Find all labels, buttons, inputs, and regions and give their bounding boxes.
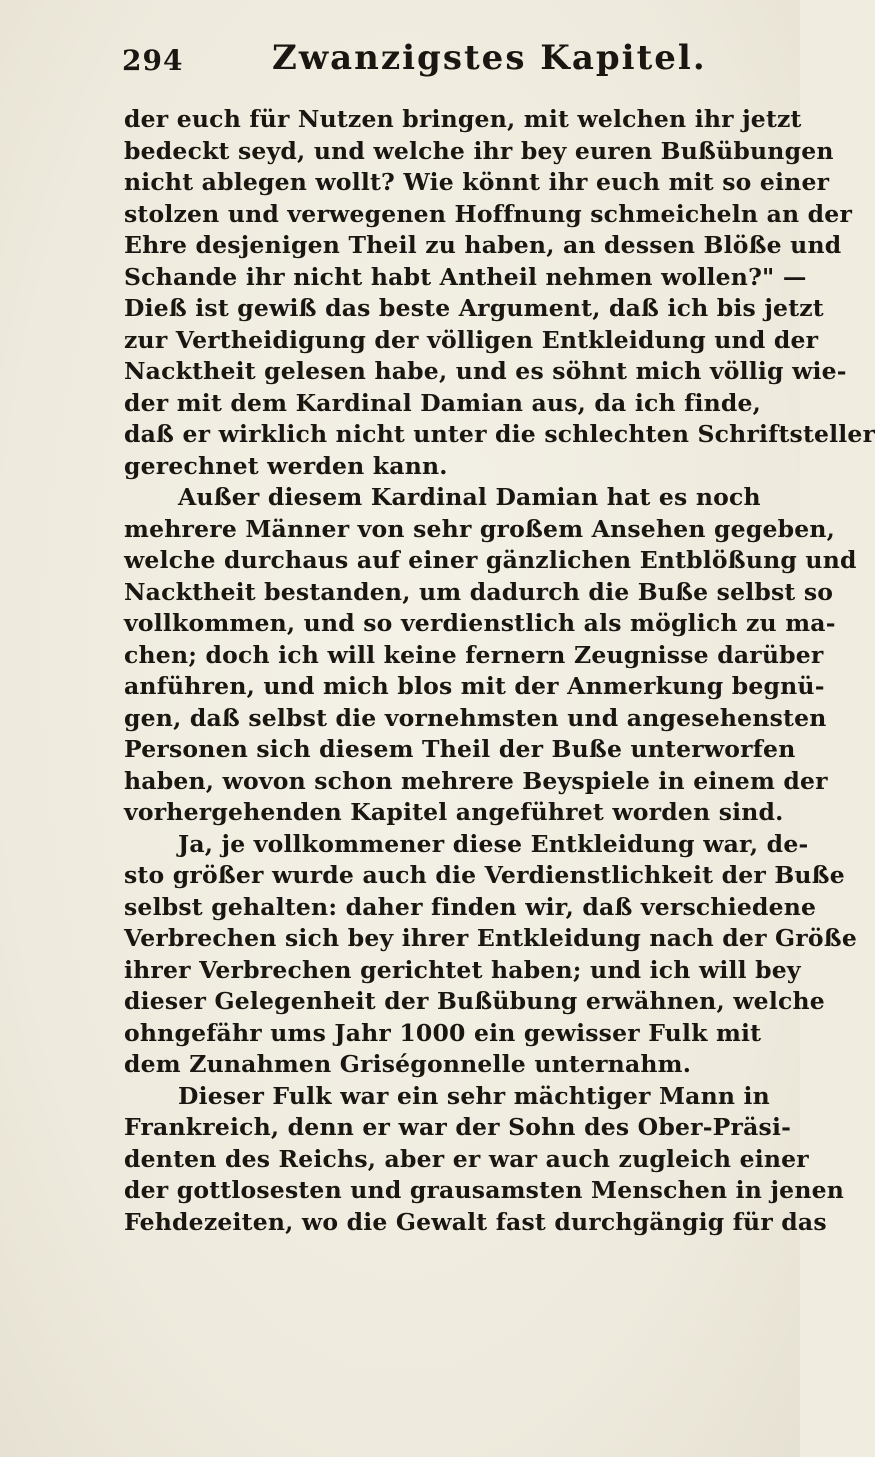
text-line: gerechnet werden kann. bbox=[124, 451, 448, 480]
text-line: anführen, und mich blos mit der Anmerkung begnü- bbox=[124, 672, 825, 700]
text-line: der euch für Nutzen bringen, mit welchen ihr jetzt bbox=[124, 105, 802, 133]
running-title: Zwanzigstes Kapitel. bbox=[272, 38, 707, 78]
text-line: Außer diesem Kardinal Damian hat es noch bbox=[178, 483, 761, 511]
text-line: mehrere Männer von sehr großem Ansehen gegeben, bbox=[124, 514, 836, 543]
text-line: dem Zunahmen Griségonnelle unternahm. bbox=[124, 1050, 692, 1078]
text-line: gen, daß selbst die vornehmsten und angesehensten bbox=[124, 703, 827, 732]
text-line: zur Vertheidigung der völligen Entkleidung und der bbox=[124, 325, 819, 354]
page-number: 294 bbox=[122, 44, 184, 77]
text-line: Nacktheit bestanden, um dadurch die Buße selbst so bbox=[124, 577, 834, 606]
text-line: chen; doch ich will keine fernern Zeugnisse darüber bbox=[124, 640, 824, 669]
text-line: welche durchaus auf einer gänzlichen Entblößung und bbox=[124, 546, 857, 574]
text-line: ihrer Verbrechen gerichtet haben; und ich will bey bbox=[124, 955, 801, 984]
text-line: der mit dem Kardinal Damian aus, da ich finde, bbox=[124, 388, 762, 417]
text-line: daß er wirklich nicht unter die schlechten Schriftsteller bbox=[124, 420, 875, 448]
text-line: Schande ihr nicht habt Antheil nehmen wollen?" — bbox=[124, 262, 807, 291]
text-line: Ja, je vollkommener diese Entkleidung war, de- bbox=[178, 829, 809, 858]
text-line: vorhergehenden Kapitel angeführet worden sind. bbox=[124, 798, 784, 826]
text-line: vollkommen, und so verdienstlich als möglich zu ma- bbox=[124, 609, 836, 637]
text-line: stolzen und verwegenen Hoffnung schmeicheln an der bbox=[124, 199, 853, 228]
text-line: Nacktheit gelesen habe, und es söhnt mich völlig wie- bbox=[124, 357, 847, 385]
page-header bbox=[122, 36, 707, 84]
text-line: denten des Reichs, aber er war auch zugleich einer bbox=[124, 1144, 809, 1173]
text-line: selbst gehalten: daher finden wir, daß verschiedene bbox=[124, 892, 817, 921]
text-line: Dieß ist gewiß das beste Argument, daß ich bis jetzt bbox=[124, 294, 824, 322]
text-line: haben, wovon schon mehrere Beyspiele in einem der bbox=[124, 766, 828, 795]
text-line: bedeckt seyd, und welche ihr bey euren Bußübungen bbox=[124, 136, 834, 165]
text-line: Dieser Fulk war ein sehr mächtiger Mann in bbox=[178, 1081, 770, 1110]
text-line: dieser Gelegenheit der Bußübung erwähnen, welche bbox=[124, 987, 825, 1015]
text-line: Verbrechen sich bey ihrer Entkleidung nach der Größe bbox=[124, 924, 857, 952]
text-line: Ehre desjenigen Theil zu haben, an dessen Blöße und bbox=[124, 231, 842, 259]
text-line: ohngefähr ums Jahr 1000 ein gewisser Fulk mit bbox=[124, 1018, 762, 1047]
text-line: Frankreich, denn er war der Sohn des Ober-Präsi- bbox=[124, 1113, 792, 1141]
text-line: Personen sich diesem Theil der Buße unterworfen bbox=[124, 735, 796, 763]
text-line: Fehdezeiten, wo die Gewalt fast durchgängig für das bbox=[124, 1207, 827, 1236]
text-line: sto größer wurde auch die Verdienstlichkeit der Buße bbox=[124, 861, 845, 889]
text-line: nicht ablegen wollt? Wie könnt ihr euch mit so einer bbox=[124, 168, 830, 196]
text-line: der gottlosesten und grausamsten Menschen in jenen bbox=[124, 1176, 845, 1204]
body-text bbox=[124, 104, 875, 1238]
